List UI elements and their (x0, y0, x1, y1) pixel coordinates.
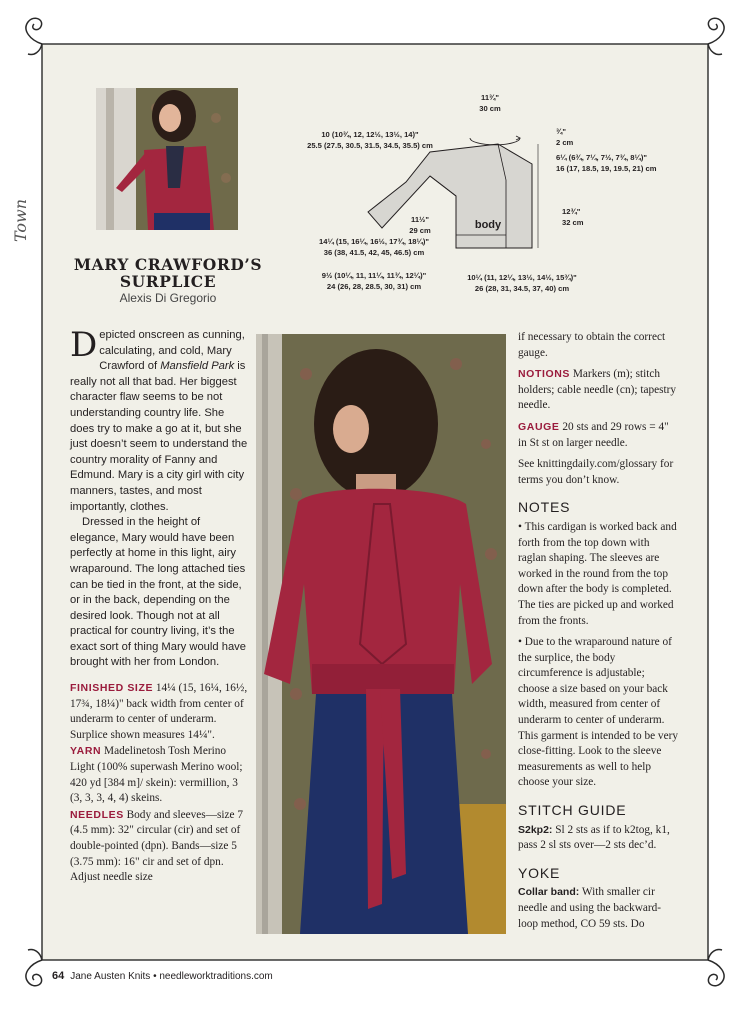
spec-label: FINISHED SIZE (70, 682, 154, 695)
spec-text: 14¼ (15, 16¼, 16½, 17¾, 18¼)" back width from center of underarm to center of underarm. Surplice shown measures 14¼". (70, 682, 248, 741)
dim-yoke: 6¼ (6¾, 7¼, 7½, 7¾, 8¼)" (556, 153, 647, 162)
dim-lower-cm: 24 (26, 28, 28.5, 30, 31) cm (326, 282, 422, 291)
spec-label: NEEDLES (70, 808, 124, 821)
dim-neck: ¾" (556, 127, 566, 136)
dim-body-len-cm: 32 cm (562, 218, 584, 227)
spec-text: Markers (m); stitch holders; cable needle (cn); tapestry needle. (518, 368, 677, 412)
glossary-note: See knittingdaily.com/glossary for terms you don’t know. (518, 458, 674, 486)
dim-sleeve-len-cm: 25.5 (27.5, 30.5, 31.5, 34.5, 35.5) cm (307, 141, 433, 150)
intro-paragraph-2: Dressed in the height of elegance, Mary would have been perfectly at home in this light, airy wraparound. The long attached ties can be tied in the front, at the side, or in the back, depending on the desired look. Though not at all practical for country living, it’s the exact sort of thing Mary would have brought with her from London. (70, 516, 246, 669)
spec-text: Madelinetosh Tosh Merino Light (100% superwash Merino wool; 420 yd [384 m]/ skein): vermillion, 3 (3, 3, 3, 4, 4) skeins. (70, 745, 243, 805)
dim-back: 10¼ (11, 12¼, 13½, 14½, 15¾)" (467, 273, 577, 282)
dim-upper-arm: 14¼ (15, 16¼, 16½, 17¾, 18¼)" (319, 237, 429, 246)
main-photo (256, 334, 506, 934)
notes-heading: NOTES (518, 499, 571, 516)
spec-needles-continued: if necessary to obtain the correct gauge. (518, 331, 666, 359)
dim-neck-cm: 2 cm (556, 138, 574, 147)
pattern-author: Alexis Di Gregorio (119, 291, 217, 305)
spec-label: NOTIONS (518, 368, 571, 381)
dim-top-width: 11¾" (481, 93, 499, 102)
step-label: Collar band: (518, 886, 580, 899)
dim-yoke-cm: 16 (17, 18.5, 19, 19.5, 21) cm (556, 164, 657, 173)
intro-column (70, 325, 250, 887)
spec-label: GAUGE (518, 420, 560, 433)
yoke-heading: YOKE (518, 864, 561, 881)
dim-upper-arm-cm: 36 (38, 41.5, 42, 45, 46.5) cm (323, 248, 425, 257)
spec-gauge (518, 420, 678, 451)
spec-text: Body and sleeves—size 7 (4.5 mm): 32" circular (cir) and set of double-pointed (dpn). Bands—size 5 (3.75 mm): 16" cir and set of dpn. Adjust needle size (70, 808, 244, 884)
spec-needles (70, 808, 250, 886)
specs-column (518, 330, 678, 938)
yoke-step (518, 885, 678, 932)
stitch-guide-heading: STITCH GUIDE (518, 802, 627, 819)
spec-notions (518, 367, 678, 414)
page-number: 64 (52, 970, 65, 982)
book-title: Mansfield Park (160, 360, 235, 373)
spec-list (70, 681, 250, 886)
dim-cuff-cm: 29 cm (409, 226, 431, 235)
footer-text: Jane Austen Knits • needleworktraditions.com (70, 971, 273, 982)
step-text: With smaller cir needle and using the backward-loop method, CO 59 sts. Do (518, 886, 662, 930)
intro-p1-text: epicted onscreen as cunning, calculating, and cold, Mary Crawford of (99, 329, 245, 373)
stitch-text: Sl 2 sts as if to k2tog, k1, pass 2 sl sts over—2 sts dec’d. (518, 823, 670, 852)
stitch-guide-item (518, 823, 678, 854)
stitch-label: S2kp2: (518, 823, 553, 836)
spec-yarn (70, 744, 250, 806)
notes-item: • Due to the wraparound nature of the surplice, the body circumference is adjustable; choose a size based on your back width, measured from center of underarm to center of underarm. This garment is intended to be very close-fitting. Look to the sleeve measurements as well to help choose your size. (518, 636, 678, 789)
page-footer (52, 970, 273, 982)
garment-schematic (270, 80, 710, 310)
dim-sleeve-len: 10 (10¾, 12, 12½, 13½, 14)" (321, 130, 419, 139)
dim-cuff: 11½" (411, 215, 429, 224)
thumbnail-photo (96, 88, 238, 230)
spec-label: YARN (70, 745, 102, 758)
section-tab (8, 190, 34, 250)
intro-paragraph-1 (70, 325, 250, 515)
body-label: body (474, 219, 502, 231)
spec-text: 20 sts and 29 rows = 4" in St st on larger needle. (518, 420, 669, 449)
notes-item: • This cardigan is worked back and forth from the top down with raglan shaping. The sleeves are worked in the round from the top down after the body is completed. The ties are picked up and worked from the fronts. (518, 520, 677, 627)
dim-back-cm: 26 (28, 31, 34.5, 37, 40) cm (474, 284, 570, 293)
dim-body-len: 12¾" (562, 207, 581, 216)
spec-finished-size (70, 681, 250, 743)
pattern-title: MARY CRAWFORD’S SURPLICE (73, 255, 263, 291)
dim-top-width-cm: 30 cm (479, 104, 501, 113)
drop-cap: D (70, 325, 98, 365)
intro-p1-end: is really not all that bad. Her biggest character flaw seems to be not understanding country life. She does try to make a go at it, but she just doesn’t seem to understand the country morality of Fanny and Edmund. Mary is a city girl with city manners, tastes, and most importantly, clothes. (70, 360, 248, 513)
section-tab-label: Town (11, 198, 31, 242)
dim-lower: 9½ (10¼, 11, 11¼, 11¾, 12¼)" (321, 271, 427, 280)
